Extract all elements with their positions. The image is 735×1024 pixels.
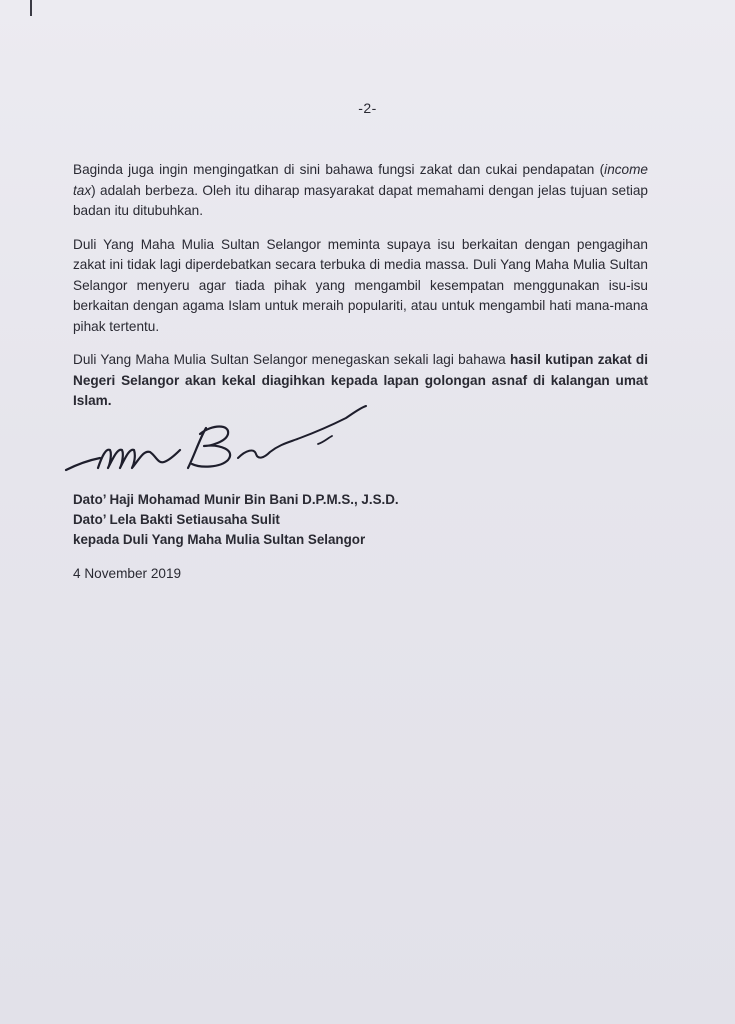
letter-body: [73, 160, 648, 425]
paragraph-3-normal: Duli Yang Maha Mulia Sultan Selangor menegaskan sekali lagi bahawa: [73, 352, 510, 367]
page-number: -2-: [358, 100, 377, 116]
paragraph-1-emphasis: income tax: [73, 162, 648, 198]
paragraph-3-bold: hasil kutipan zakat di Negeri Selangor akan kekal diagihkan kepada lapan golongan asnaf di kalangan umat Islam.: [73, 352, 648, 408]
signatory-name: Dato’ Haji Mohamad Munir Bin Bani D.P.M.S., J.S.D.: [73, 492, 399, 507]
paragraph-1-part-1: Baginda juga ingin mengingatkan di sini bahawa fungsi zakat dan cukai pendapatan (: [73, 162, 605, 177]
signatory-office: kepada Duli Yang Maha Mulia Sultan Selangor: [73, 532, 366, 547]
handwritten-signature: [60, 398, 380, 488]
signature-block: [73, 490, 399, 550]
signatory-title: Dato’ Lela Bakti Setiausaha Sulit: [73, 512, 280, 527]
paragraph-1-part-2: ) adalah berbeza. Oleh itu diharap masyarakat dapat memahami dengan jelas tujuan setiap badan itu ditubuhkan.: [73, 182, 648, 218]
corner-mark: [30, 0, 32, 16]
paragraph-2: Duli Yang Maha Mulia Sultan Selangor meminta supaya isu berkaitan dengan pengagihan zakat ini tidak lagi diperdebatkan secara terbuka di media massa. Duli Yang Maha Mulia Sultan Selangor menyeru agar tiada pihak yang mengambil kesempatan menggunakan isu-isu berkaitan dengan agama Islam untuk meraih populariti, atau untuk mengambil hati mana-mana pihak tertentu.: [73, 236, 648, 334]
letter-date: 4 November 2019: [73, 566, 182, 581]
paragraph-1: [73, 160, 648, 222]
